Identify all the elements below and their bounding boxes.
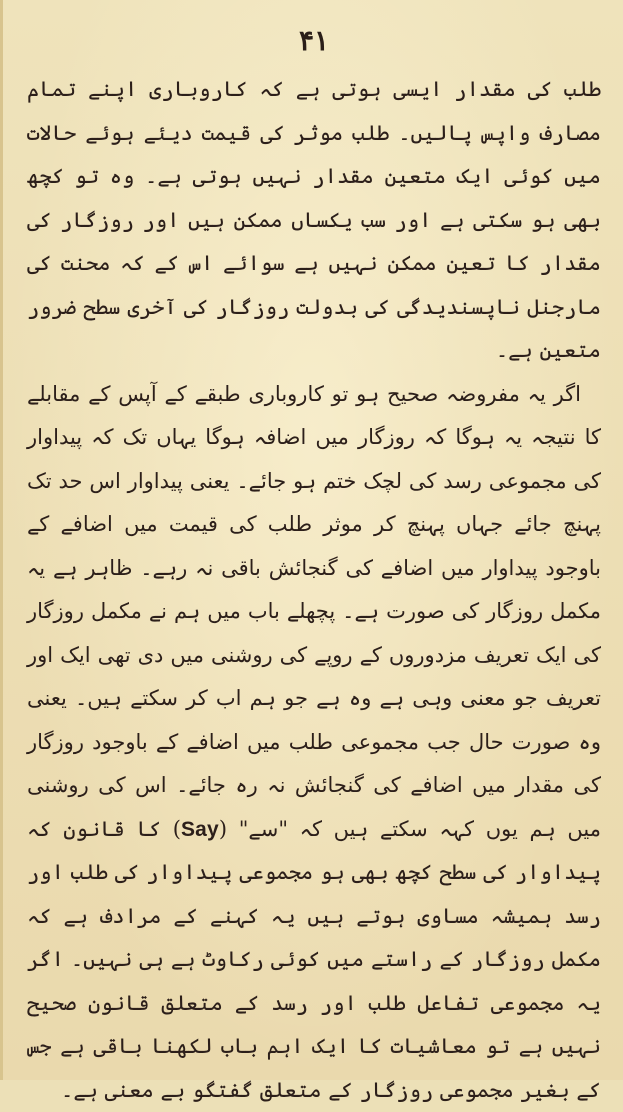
paragraph-1: طلب کی مقدار ایسی ہوتی ہے کہ کاروباری اپنے تمام مصارف واپس پالیں۔ طلب موثر کی قیمت دیئے ہوئے حالات میں کوئی ایک متعین مقدار نہیں ہوتی ہے۔ وہ تو کچھ بھی ہو سکتی ہے اور سب یکساں ممکن ہیں اور روزگار کی مقدار کا تعین ممکن نہیں ہے سوائے اس کے کہ محنت کی مارجنل ناپسندیدگی کی بدولت روزگار کی آخری سطح ضرور متعین ہے۔ [27,68,601,373]
page-number: ۴۱ [27,26,601,56]
say-word: Say [181,818,219,841]
paragraph-2-part-2: ) کا قانون کہ پیداوار کی سطح کچھ بھی ہو مجموعی پیداوار کی طلب اور رسد ہمیشہ مساوی ہوتے ہیں یہ کہنے کے مرادف ہے کہ مکمل روزگار کے راستے میں کوئی رکاوٹ ہے ہی نہیں۔ اگر یہ مجموعی تفاعل طلب اور رسد کے متعلق قانون صحیح نہیں ہے تو معاشیات کا ایک اہم باب لکھنا باقی ہے جس کے بغیر مجموعی روزگار کے متعلق گفتگو بے معنی ہے۔ [27,817,601,1102]
page-body-text [27,68,601,1112]
paragraph-2 [27,373,601,1112]
paragraph-2-part-1: اگر یہ مفروضہ صحیح ہو تو کاروباری طبقے کے آپس کے مقابلے کا نتیجہ یہ ہوگا کہ روزگار میں اضافہ ہوگا یہاں تک کہ پیداوار کی مجموعی رسد کی لچک ختم ہو جائے۔ یعنی پیداوار اس حد تک پہنچ جائے جہاں پہنچ کر موثر طلب کی قیمت میں اضافے کے باوجود پیداوار میں اضافے کی گنجائش باقی نہ رہے۔ ظاہر ہے یہ مکمل روزگار کی صورت ہے۔ پچھلے باب میں ہم نے مکمل روزگار کی ایک تعریف مزدوروں کے روپے کی روشنی میں دی تھی ایک اور تعریف جو معنی وہی ہے وہ ہے جو ہم اب کر سکتے ہیں۔ یعنی وہ صورت حال جب مجموعی طلب میں اضافے کے باوجود روزگار کی مقدار میں اضافے کی گنجائش نہ رہ جائے۔ اس کی روشنی میں ہم یوں کہہ سکتے ہیں کہ "سے" ( [27,382,601,841]
